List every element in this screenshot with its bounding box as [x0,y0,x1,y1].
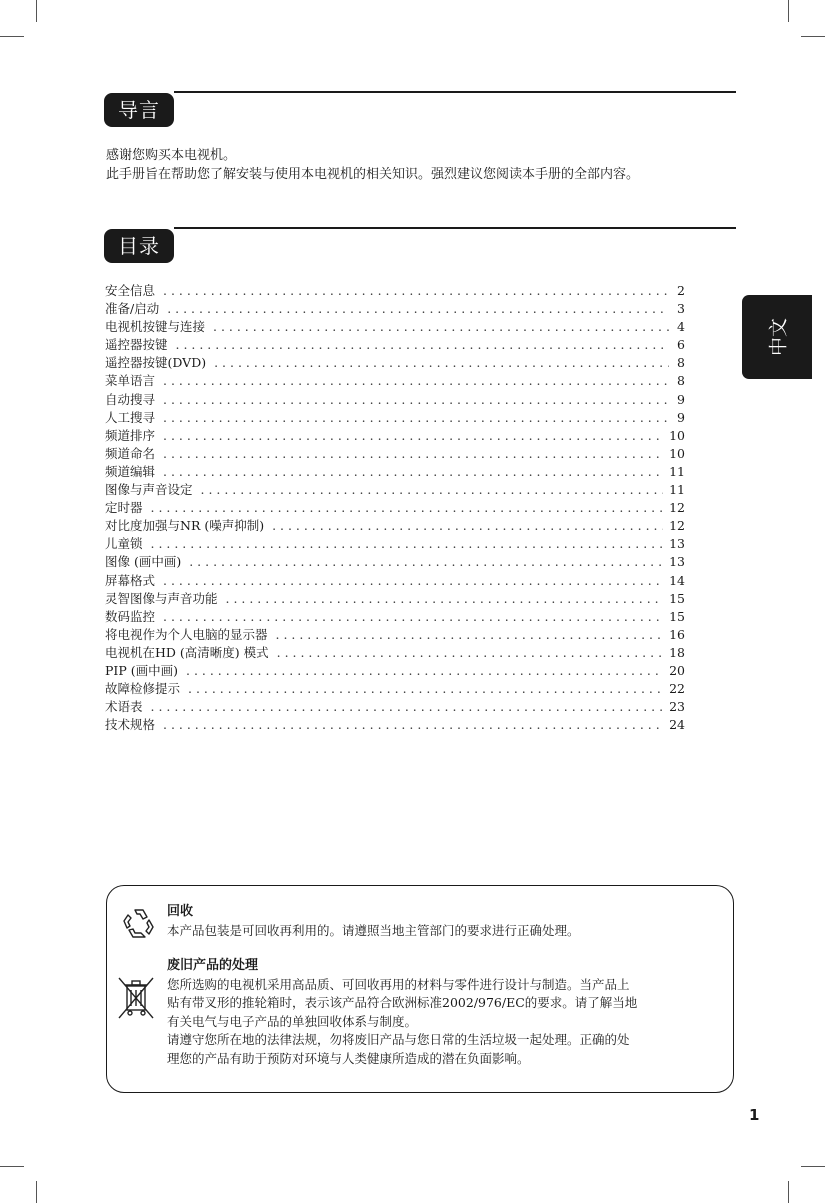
toc-leader [151,535,664,553]
toc-title: 准备/启动 [105,301,160,317]
toc-title: 技术规格 [105,717,156,733]
toc-title: 遥控器按键(DVD) [105,355,207,371]
toc-page: 13 [669,554,685,570]
recycling-section [167,903,717,940]
toc-title: 数码监控 [105,608,156,624]
toc-leader [163,608,663,626]
toc-leader [176,336,669,354]
toc-page: 9 [677,391,685,407]
language-tab-label: 中文 [767,317,790,357]
toc-page: 18 [669,644,685,660]
toc-page: 15 [669,608,685,624]
toc-leader [167,300,669,318]
toc-entry[interactable] [105,662,685,680]
toc-entry[interactable] [105,572,685,590]
toc-page: 12 [669,500,685,516]
toc-leader [163,282,669,300]
crop-mark [788,0,789,22]
intro-heading: 导言 [104,93,174,127]
toc-title: 频道排序 [105,427,156,443]
toc-title: 人工搜寻 [105,409,156,425]
crop-mark [36,1181,37,1203]
toc-leader [276,626,664,644]
toc-title: 自动搜寻 [105,391,156,407]
toc-entry[interactable] [105,336,685,354]
crop-mark [0,1166,24,1167]
crop-mark [36,0,37,22]
intro-paragraph: 此手册旨在帮助您了解安装与使用本电视机的相关知识。强烈建议您阅读本手册的全部内容。 [106,167,640,182]
disposal-line: 理您的产品有助于预防对环境与人类健康所造成的潜在负面影响。 [167,1050,530,1066]
toc-title: 屏幕格式 [105,572,156,588]
toc-leader [151,698,664,716]
toc-entry[interactable] [105,372,685,390]
toc-leader [188,680,663,698]
toc-page: 4 [677,319,685,335]
toc-entry[interactable] [105,517,685,535]
toc-page: 11 [669,482,685,498]
header-rule [174,91,736,93]
toc-leader [201,481,664,499]
toc-leader [189,553,663,571]
toc-leader [151,499,664,517]
toc-entry[interactable] [105,553,685,571]
toc-title: 图像 (画中画) [105,554,182,570]
toc-title: 定时器 [105,500,143,516]
toc-entry[interactable] [105,535,685,553]
toc-leader [163,463,663,481]
toc-entry[interactable] [105,354,685,372]
toc-entry[interactable] [105,626,685,644]
crop-mark [801,1166,825,1167]
toc-title: 儿童锁 [105,536,143,552]
toc-entry[interactable] [105,608,685,626]
crossed-bin-icon [113,974,159,1028]
environment-notice [106,885,734,1093]
toc-entry[interactable] [105,282,685,300]
disposal-title: 废旧产品的处理 [167,958,259,973]
toc-title: 术语表 [105,699,143,715]
toc-entry[interactable] [105,481,685,499]
language-tab[interactable] [742,295,812,379]
toc-leader [213,318,669,336]
toc-page: 3 [677,301,685,317]
toc-page: 2 [677,283,685,298]
intro-text [106,146,746,184]
intro-header [104,91,736,127]
toc-leader [214,354,669,372]
table-of-contents [105,282,685,734]
toc-leader [186,662,663,680]
toc-entry[interactable] [105,391,685,409]
toc-page: 22 [669,681,685,697]
toc-page: 23 [669,699,685,715]
toc-page: 8 [677,355,685,371]
toc-page: 6 [677,337,685,353]
toc-title: 电视机按键与连接 [105,319,206,335]
toc-entry[interactable] [105,644,685,662]
toc-leader [163,445,663,463]
toc-leader [163,372,669,390]
toc-page: 16 [669,626,685,642]
toc-title: PIP (画中画) [105,662,178,678]
recycle-icon [119,904,159,948]
toc-entry[interactable] [105,409,685,427]
toc-leader [163,391,669,409]
toc-title: 频道命名 [105,445,156,461]
recycling-title: 回收 [167,904,194,919]
toc-entry[interactable] [105,318,685,336]
toc-title: 安全信息 [105,283,156,298]
header-rule [174,227,736,229]
toc-entry[interactable] [105,445,685,463]
toc-page: 15 [669,590,685,606]
toc-leader [163,716,663,734]
toc-page: 24 [669,717,685,733]
page-number: 1 [749,1106,760,1124]
toc-title: 故障检修提示 [105,681,181,697]
toc-entry[interactable] [105,590,685,608]
toc-entry[interactable] [105,300,685,318]
crop-mark [788,1181,789,1203]
disposal-line: 有关电气与电子产品的单独回收体系与制度。 [167,1013,418,1029]
toc-title: 频道编辑 [105,463,156,479]
toc-title: 图像与声音设定 [105,482,193,498]
contents-header [104,227,736,263]
toc-entry[interactable] [105,463,685,481]
toc-leader [226,590,664,608]
toc-entry[interactable] [105,499,685,517]
toc-title: 对比度加强与NR (噪声抑制) [105,518,265,534]
toc-leader [163,409,669,427]
disposal-line: 您所选购的电视机采用高品质、可回收再用的材料与零件进行设计与制造。当产品上 [167,976,630,992]
disposal-line: 请遵守您所在地的法律法规，勿将废旧产品与您日常的生活垃圾一起处理。正确的处 [167,1032,630,1047]
recycling-text: 本产品包装是可回收再利用的。请遵照当地主管部门的要求进行正确处理。 [167,922,580,938]
crop-mark [801,36,825,37]
intro-paragraph: 感谢您购买本电视机。 [106,148,237,163]
contents-heading: 目录 [104,229,174,263]
toc-page: 9 [677,409,685,425]
toc-page: 10 [669,445,685,461]
toc-title: 电视机在HD (高清晰度) 模式 [105,644,269,660]
toc-title: 灵智图像与声音功能 [105,590,218,606]
toc-title: 菜单语言 [105,373,156,389]
toc-page: 10 [669,427,685,443]
toc-page: 20 [669,662,685,678]
toc-leader [163,427,663,445]
toc-page: 13 [669,536,685,552]
disposal-line: 贴有带叉形的推轮箱时，表示该产品符合欧洲标准2002/976/EC的要求。请了解当地 [167,995,638,1010]
toc-title: 遥控器按键 [105,337,168,353]
crop-mark [0,36,24,37]
toc-entry[interactable] [105,698,685,716]
toc-entry[interactable] [105,427,685,445]
toc-page: 14 [669,572,685,588]
toc-leader [272,517,663,535]
toc-leader [163,572,663,590]
toc-page: 12 [669,518,685,534]
toc-page: 8 [677,373,685,389]
disposal-section [167,957,717,1068]
toc-title: 将电视作为个人电脑的显示器 [105,626,268,642]
toc-entry[interactable] [105,680,685,698]
toc-entry[interactable] [105,716,685,734]
toc-page: 11 [669,463,685,479]
toc-leader [277,644,663,662]
